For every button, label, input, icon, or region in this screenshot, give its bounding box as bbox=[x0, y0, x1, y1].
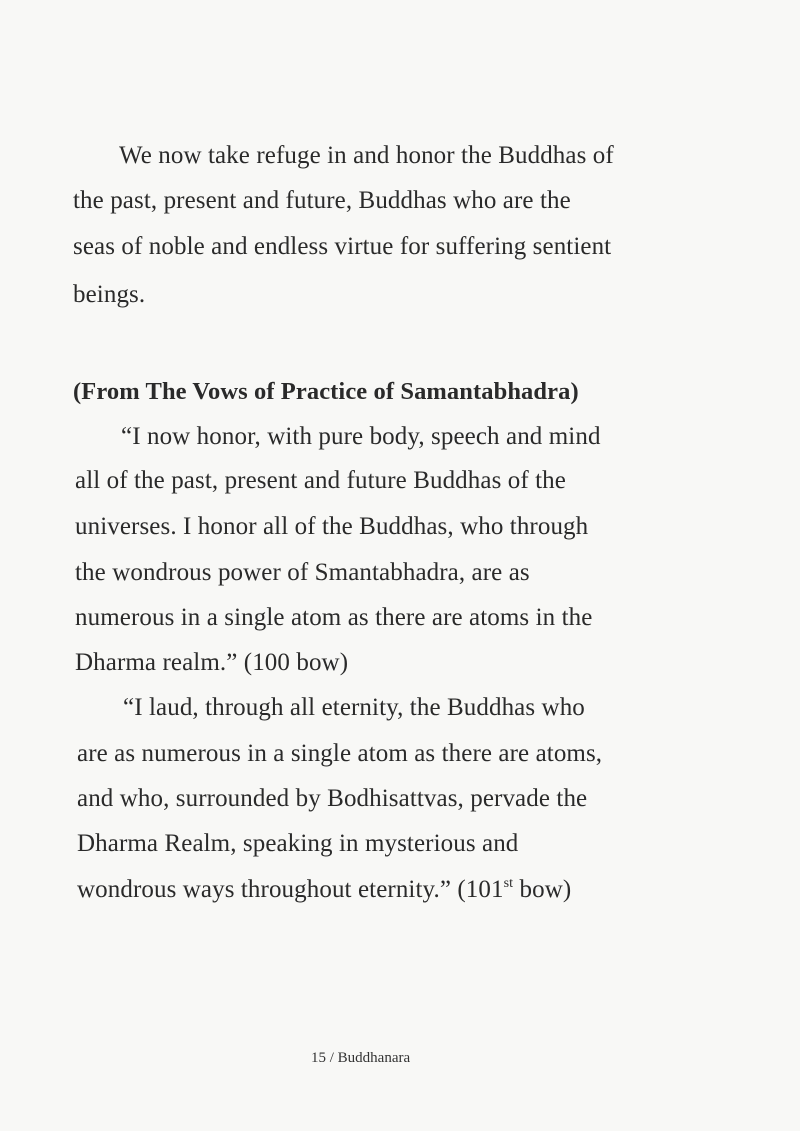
paragraph-3-line-5 bbox=[77, 875, 571, 905]
section-heading: (From The Vows of Practice of Samantabhadra) bbox=[73, 378, 579, 405]
paragraph-3-line-5-end: bow) bbox=[513, 876, 572, 903]
paragraph-3-line-2: are as numerous in a single atom as there are atoms, bbox=[77, 740, 603, 767]
paragraph-3-line-1: “I laud, through all eternity, the Buddhas who bbox=[123, 694, 585, 721]
paragraph-2-line-6: Dharma realm.” (100 bow) bbox=[75, 649, 349, 676]
paragraph-3-line-3: and who, surrounded by Bodhisattvas, pervade the bbox=[77, 785, 588, 812]
paragraph-2-line-5: numerous in a single atom as there are atoms in the bbox=[75, 604, 593, 631]
paragraph-2-line-2: all of the past, present and future Buddhas of the bbox=[75, 467, 566, 494]
paragraph-1-line-4: beings. bbox=[73, 281, 146, 308]
page-footer: 15 / Buddhanara bbox=[311, 1050, 411, 1066]
paragraph-3-line-4: Dharma Realm, speaking in mysterious and bbox=[77, 830, 519, 857]
paragraph-1-line-1: We now take refuge in and honor the Buddhas of bbox=[119, 142, 614, 169]
paragraph-2-line-1: “I now honor, with pure body, speech and mind bbox=[121, 423, 601, 450]
paragraph-2-line-4: the wondrous power of Smantabhadra, are as bbox=[75, 559, 530, 586]
paragraph-2-line-3: universes. I honor all of the Buddhas, who through bbox=[75, 513, 589, 540]
paragraph-1-line-2: the past, present and future, Buddhas who are the bbox=[73, 187, 571, 214]
paragraph-1-line-3: seas of noble and endless virtue for suffering sentient bbox=[73, 233, 612, 260]
paragraph-3-line-5-text: wondrous ways throughout eternity.” (101 bbox=[77, 876, 504, 903]
ordinal-superscript: st bbox=[503, 876, 514, 891]
